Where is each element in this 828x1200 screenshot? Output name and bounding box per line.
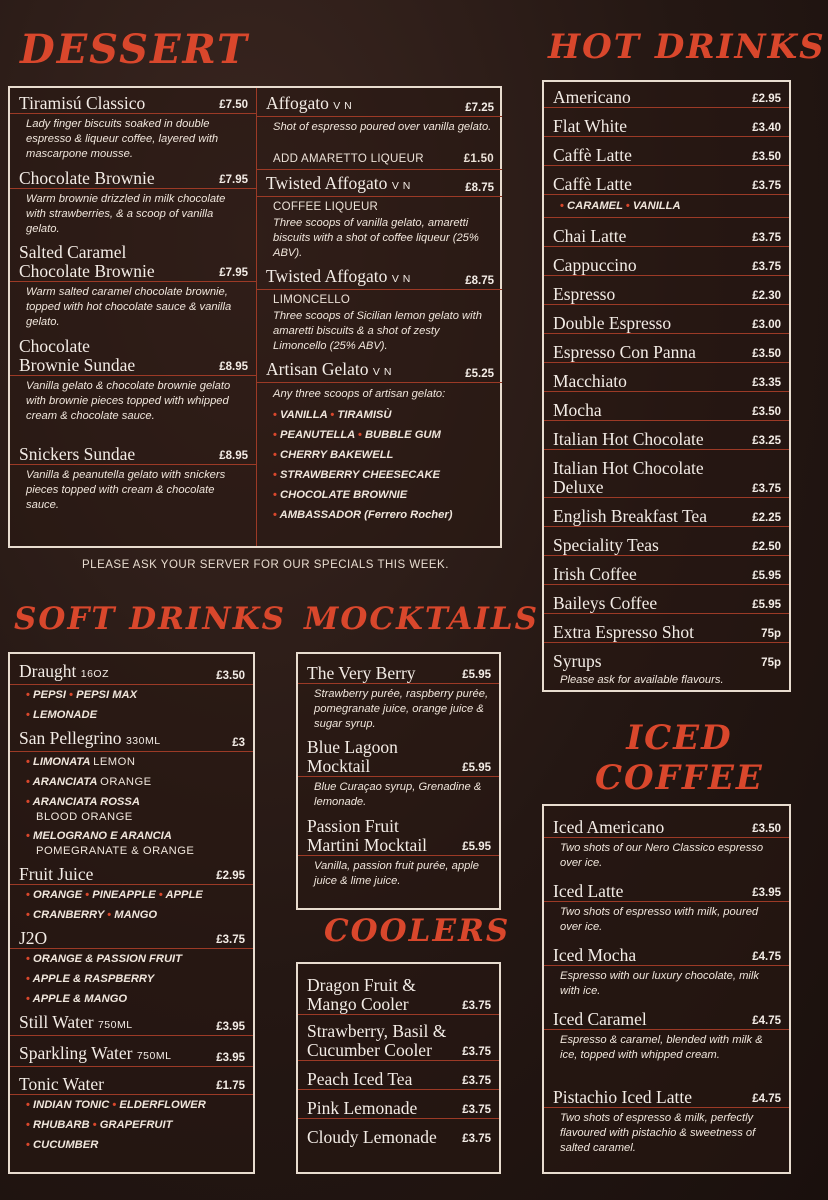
item-size: 750ML [97, 1019, 133, 1031]
menu-item-twisted-affogato-coffee [257, 174, 502, 197]
option: APPLE [165, 889, 203, 901]
item-name-text: Irish Coffee [553, 564, 637, 584]
item-name [307, 817, 427, 855]
item-price: £2.25 [752, 512, 781, 524]
item-name-line1: Salted Caramel [19, 242, 127, 262]
item-name [553, 652, 602, 671]
item-name: Chocolate Brownie [19, 168, 155, 188]
menu-item-dragon-fruit-cooler [298, 976, 499, 1015]
item-name [19, 1013, 133, 1035]
menu-item-affogato [257, 94, 502, 117]
hot-drink-item [544, 256, 789, 276]
item-description: Vanilla & peanutella gelato with snickers pieces topped with cream & chocolate sauce. [26, 469, 226, 511]
item-name-text: Espresso Con Panna [553, 342, 696, 362]
menu-item-very-berry [298, 664, 499, 684]
menu-item-san-pellegrino [10, 729, 253, 752]
item-price: £7.25 [465, 102, 494, 114]
item-name-text: Chai Latte [553, 226, 627, 246]
menu-item-pistachio-iced-latte [544, 1088, 789, 1108]
item-name: Iced Latte [553, 881, 624, 901]
item-name: Peach Iced Tea [307, 1069, 413, 1089]
item-name [553, 88, 631, 107]
option-row: • PEPSI • PEPSI MAX [26, 689, 138, 701]
item-description: Vanilla, passion fruit purée, apple juice & lime juice. [314, 860, 480, 887]
item-name [553, 146, 632, 165]
dietary-tag: V N [372, 366, 392, 378]
item-price: £4.75 [752, 951, 781, 963]
menu-item-cloudy-lemonade [298, 1128, 499, 1147]
coolers-list [298, 964, 499, 1147]
item-name [266, 267, 411, 289]
menu-item-brownie-sundae [10, 337, 256, 376]
item-name-text: Twisted Affogato [266, 173, 388, 193]
option-row: • INDIAN TONIC • ELDERFLOWER [26, 1099, 206, 1111]
item-name [553, 117, 627, 136]
item-name [553, 594, 657, 613]
option-row: • ARANCIATA ROSSA BLOOD ORANGE [10, 792, 253, 824]
item-name: Iced Caramel [553, 1009, 647, 1029]
option-row: • CRANBERRY • MANGO [26, 909, 158, 921]
item-name [19, 243, 155, 281]
item-name: Iced Mocha [553, 945, 637, 965]
item-price: £3.75 [216, 934, 245, 946]
soft-drinks-list [10, 654, 253, 1155]
option-row: • APPLE & RASPBERRY [26, 973, 155, 985]
option-translation: BLOOD ORANGE [36, 811, 133, 823]
item-price: £3 [232, 737, 245, 749]
item-price: £8.75 [465, 275, 494, 287]
hot-drink-item [544, 652, 789, 671]
item-price: £3.75 [462, 1000, 491, 1012]
item-price: £3.40 [752, 122, 781, 134]
item-price: £3.75 [752, 261, 781, 273]
item-description: Shot of espresso poured over vanilla gelato. [273, 121, 492, 133]
item-name-text: Cappuccino [553, 255, 637, 275]
item-name [553, 565, 637, 584]
item-price: £3.95 [216, 1021, 245, 1033]
hot-drink-item [544, 536, 789, 556]
soft-drinks-heading: SOFT DRINKS [14, 601, 287, 637]
hot-drink-item [544, 314, 789, 334]
item-size: 750ML [136, 1050, 172, 1062]
iced-coffee-menu-box [542, 804, 791, 1174]
dietary-tag: V N [333, 100, 353, 112]
item-price: £3.00 [752, 319, 781, 331]
item-name [553, 459, 704, 497]
dessert-menu-box [8, 86, 502, 548]
item-name: Pistachio Iced Latte [553, 1087, 692, 1107]
menu-item-tonic-water [10, 1075, 253, 1095]
hot-drink-item [544, 343, 789, 363]
flavour: PEANUTELLA [280, 429, 355, 441]
item-name [266, 174, 411, 196]
item-name-text: San Pellegrino [19, 728, 122, 748]
item-price: £7.95 [219, 267, 248, 279]
hot-drink-item [544, 117, 789, 137]
item-price: £3.75 [752, 483, 781, 495]
item-name: Cloudy Lemonade [307, 1127, 437, 1147]
item-name [19, 662, 109, 684]
hot-drink-item [544, 372, 789, 392]
coolers-heading: COOLERS [324, 913, 511, 949]
menu-item-iced-caramel [544, 1010, 789, 1030]
coolers-menu-box [296, 962, 501, 1174]
item-name-text: Artisan Gelato [266, 359, 369, 379]
item-name: Snickers Sundae [19, 444, 136, 464]
item-price: £3.75 [462, 1133, 491, 1145]
item-price: £7.50 [219, 99, 248, 111]
item-price: £3.75 [462, 1075, 491, 1087]
item-price: 75p [761, 657, 781, 669]
hot-drink-item [544, 146, 789, 166]
hot-drink-item [544, 175, 789, 195]
item-name [307, 738, 398, 776]
hot-drinks-heading: HOT DRINKS [548, 27, 826, 67]
item-name-text: Syrups [553, 651, 602, 671]
option-row: • ORANGE • PINEAPPLE • APPLE [26, 889, 203, 901]
flavour: CHOCOLATE BROWNIE [280, 489, 408, 501]
mocktails-heading: MOCKTAILS [304, 601, 540, 637]
menu-item-sparkling-water [10, 1044, 253, 1067]
menu-item-draught [10, 662, 253, 685]
option: CRANBERRY [33, 909, 105, 921]
item-variant-label: LIMONCELLO [273, 294, 351, 306]
option: ORANGE & PASSION FRUIT [33, 953, 182, 965]
menu-item-artisan-gelato [257, 360, 502, 383]
iced-coffee-heading-line2: COFFEE [595, 758, 764, 798]
item-name [553, 175, 632, 194]
item-price: £3.50 [752, 406, 781, 418]
menu-item-twisted-affogato-limoncello [257, 267, 502, 290]
gelato-flavour-row: • AMBASSADOR (Ferrero Rocher) [273, 509, 453, 521]
option-row: • ARANCIATA ORANGE [26, 776, 152, 788]
hot-drink-item [544, 459, 789, 498]
item-name-line1: Dragon Fruit & [307, 975, 416, 995]
item-name: Fruit Juice [19, 864, 94, 884]
item-name-text: Draught [19, 661, 77, 681]
item-name-line1: Chocolate [19, 336, 90, 356]
option-row: • ORANGE & PASSION FRUIT [26, 953, 182, 965]
item-description: Vanilla gelato & chocolate brownie gelato with brownie pieces topped with whipped cream & chocolate sauce. [26, 380, 231, 422]
item-name-text: Extra Espresso Shot [553, 622, 694, 642]
item-price: £5.95 [462, 669, 491, 681]
option-translation: ORANGE [100, 776, 152, 788]
iced-coffee-list [544, 806, 789, 1159]
option-row: • LIMONATA LEMON [26, 756, 136, 768]
item-variant-label: COFFEE LIQUEUR [273, 201, 379, 213]
item-name-text: Double Espresso [553, 313, 672, 333]
hot-drink-item [544, 623, 789, 643]
item-name-line2: Deluxe [553, 477, 604, 497]
item-name: Iced Americano [553, 817, 665, 837]
menu-item-strawberry-basil-cooler [298, 1022, 499, 1061]
item-price: £3.50 [752, 823, 781, 835]
item-name-text: Espresso [553, 284, 616, 304]
menu-item-salted-caramel-brownie [10, 243, 256, 282]
item-price: £1.75 [216, 1080, 245, 1092]
item-price: £5.95 [462, 841, 491, 853]
menu-item-iced-mocha [544, 946, 789, 966]
gelato-flavour-row: • PEANUTELLA • BUBBLE GUM [273, 429, 441, 441]
item-price: £3.75 [752, 232, 781, 244]
hot-drinks-list [544, 82, 789, 691]
item-price: £2.30 [752, 290, 781, 302]
item-name [553, 372, 627, 391]
item-name-text: Macchiato [553, 371, 627, 391]
item-name [553, 314, 671, 333]
item-price: £4.75 [752, 1015, 781, 1027]
item-price: £3.50 [216, 670, 245, 682]
item-name-text: Baileys Coffee [553, 593, 658, 613]
option: PINEAPPLE [92, 889, 156, 901]
item-name-line2: Mango Cooler [307, 994, 409, 1014]
option: APPLE & RASPBERRY [32, 973, 155, 985]
item-size: 330ML [125, 735, 161, 747]
item-description: Two shots of espresso & milk, perfectly flavoured with pistachio & sweetness of salted caramel. [560, 1112, 756, 1154]
option: MANGO [114, 909, 158, 921]
item-price: £8.95 [219, 361, 248, 373]
item-name [553, 623, 694, 642]
menu-item-iced-latte [544, 882, 789, 902]
gelato-flavour-row: • CHOCOLATE BROWNIE [273, 489, 408, 501]
item-price: £2.95 [752, 93, 781, 105]
item-description: Espresso with our luxury chocolate, milk with ice. [560, 970, 759, 997]
dessert-left-column [10, 94, 256, 519]
menu-item-still-water [10, 1013, 253, 1036]
iced-coffee-heading-line1: ICED [626, 718, 733, 758]
hot-drink-item [544, 507, 789, 527]
bullet: • [625, 200, 633, 212]
item-description: Two shots of espresso with milk, poured over ice. [560, 906, 759, 933]
item-name-line1: Blue Lagoon [307, 737, 398, 757]
flavour: BUBBLE GUM [364, 429, 441, 441]
item-name [266, 360, 392, 382]
item-name-text: Italian Hot Chocolate [553, 458, 704, 478]
item-size: 16OZ [80, 668, 109, 680]
item-price: £3.95 [752, 887, 781, 899]
option: PEPSI MAX [76, 689, 138, 701]
gelato-flavour-row: • STRAWBERRY CHEESECAKE [273, 469, 440, 481]
item-name-line1: Passion Fruit [307, 816, 399, 836]
menu-item-snickers-sundae [10, 445, 256, 465]
item-price: £4.75 [752, 1093, 781, 1105]
menu-item-j2o [10, 929, 253, 949]
flavour: STRAWBERRY CHEESECAKE [280, 469, 440, 481]
item-price: £7.95 [219, 174, 248, 186]
item-description: Strawberry purée, raspberry purée, pomegranate juice, orange juice & sugar syrup. [314, 688, 489, 730]
item-price: £2.95 [216, 870, 245, 882]
item-name [553, 227, 626, 246]
item-name-text: Sparkling Water [19, 1043, 133, 1063]
flavour: VANILLA [632, 200, 681, 212]
option: RHUBARB [33, 1119, 90, 1131]
item-description: Lady finger biscuits soaked in double espresso & liqueur coffee, layered with mascarpone mousse. [26, 118, 219, 160]
menu-item-pink-lemonade [298, 1099, 499, 1119]
item-name-text: Caffè Latte [553, 145, 632, 165]
item-description: Two shots of our Nero Classico espresso over ice. [560, 842, 764, 869]
item-name: The Very Berry [307, 663, 416, 683]
addon-row [257, 153, 502, 170]
option: PEPSI [33, 689, 66, 701]
item-name-text: Speciality Teas [553, 535, 659, 555]
item-price: £3.50 [752, 348, 781, 360]
item-price: £3.75 [462, 1104, 491, 1116]
item-name [19, 729, 161, 751]
flavour: VANILLA [280, 409, 328, 421]
item-price: £2.50 [752, 541, 781, 553]
item-name-text: Affogato [266, 93, 329, 113]
option: ARANCIATA ROSSA [32, 796, 140, 808]
item-name [553, 507, 707, 526]
item-price: £3.50 [752, 151, 781, 163]
item-price: £5.95 [752, 570, 781, 582]
option-translation: LEMON [93, 756, 136, 768]
item-name: Pink Lemonade [307, 1098, 418, 1118]
addon-label: ADD AMARETTO LIQUEUR [273, 153, 424, 165]
option: MELOGRANO E ARANCIA [33, 830, 172, 842]
item-name [553, 401, 602, 420]
item-name-text: Twisted Affogato [266, 266, 388, 286]
item-name [307, 976, 416, 1014]
gelato-flavour-row: • CHERRY BAKEWELL [273, 449, 394, 461]
option: ORANGE [33, 889, 83, 901]
option-row: • LEMONADE [26, 709, 98, 721]
option-row: • CUCUMBER [26, 1139, 99, 1151]
item-price: £3.75 [752, 180, 781, 192]
item-description: Warm salted caramel chocolate brownie, topped with hot chocolate sauce & vanilla gelato. [26, 286, 232, 328]
item-name-line2: Martini Mocktail [307, 835, 428, 855]
menu-item-passion-fruit-martini [298, 817, 499, 856]
option: ARANCIATA [32, 776, 98, 788]
item-price: £8.75 [465, 182, 494, 194]
option: INDIAN TONIC [33, 1099, 110, 1111]
option: LEMONADE [33, 709, 98, 721]
hot-drink-item [544, 565, 789, 585]
item-price: £3.35 [752, 377, 781, 389]
hot-drink-item [544, 88, 789, 108]
item-name-text: English Breakfast Tea [553, 506, 707, 526]
option: LIMONATA [33, 756, 90, 768]
item-name [19, 1044, 171, 1066]
item-description: Any three scoops of artisan gelato: [273, 388, 446, 400]
item-name-line1: Strawberry, Basil & [307, 1021, 447, 1041]
flavour: CHERRY BAKEWELL [280, 449, 394, 461]
item-description: Three scoops of vanilla gelato, amaretti biscuits with a shot of coffee liqueur (25% ABV). [273, 217, 479, 259]
item-name [307, 1022, 446, 1060]
menu-item-iced-americano [544, 818, 789, 838]
option: GRAPEFRUIT [99, 1119, 173, 1131]
specials-notice: PLEASE ASK YOUR SERVER FOR OUR SPECIALS THIS WEEK. [82, 559, 449, 571]
hot-drink-item [544, 594, 789, 614]
option: CUCUMBER [33, 1139, 99, 1151]
flavour: TIRAMISÙ [337, 409, 392, 421]
flavour: CARAMEL [567, 200, 623, 212]
hot-drink-item [544, 227, 789, 247]
option: ELDERFLOWER [119, 1099, 206, 1111]
item-name-line2: Cucumber Cooler [307, 1040, 432, 1060]
item-price: 75p [761, 628, 781, 640]
item-price: £3.75 [462, 1046, 491, 1058]
item-description: Blue Curaçao syrup, Grenadine & lemonade. [314, 781, 482, 808]
flavour: AMBASSADOR (Ferrero Rocher) [279, 509, 453, 521]
item-name [553, 430, 704, 449]
item-name [19, 337, 135, 375]
hot-drink-item [544, 430, 789, 450]
item-price: £3.95 [216, 1052, 245, 1064]
hot-drinks-menu-box [542, 80, 791, 692]
option: APPLE & MANGO [32, 993, 128, 1005]
item-name [553, 536, 659, 555]
hot-drink-item [544, 285, 789, 305]
item-name: J2O [19, 928, 48, 948]
item-price: £5.95 [462, 762, 491, 774]
option-translation: POMEGRANATE & ORANGE [36, 845, 195, 857]
soft-drinks-menu-box [8, 652, 255, 1174]
addon-price: £1.50 [463, 153, 494, 165]
item-name [553, 256, 637, 275]
dessert-heading: DESSERT [20, 26, 249, 73]
latte-flavour-options [544, 195, 789, 218]
item-name-text: Mocha [553, 400, 602, 420]
gelato-flavour-row: • VANILLA • TIRAMISÙ [273, 409, 392, 421]
item-description: Warm brownie drizzled in milk chocolate with strawberries, & a scoop of vanilla gelato. [26, 193, 226, 235]
item-name [553, 343, 696, 362]
item-price: £5.25 [465, 368, 494, 380]
menu-item-brownie [10, 169, 256, 189]
item-price: £3.25 [752, 435, 781, 447]
mocktails-list [298, 654, 499, 892]
iced-coffee-heading [595, 718, 764, 798]
item-name-text: Americano [553, 87, 631, 107]
dietary-tag: V N [391, 180, 411, 192]
dessert-right-column [257, 94, 502, 525]
menu-item-tiramisu [10, 94, 256, 114]
option-row: • MELOGRANO E ARANCIA POMEGRANATE & ORANGE [10, 824, 253, 861]
hot-drink-item [544, 401, 789, 421]
menu-item-peach-iced-tea [298, 1070, 499, 1090]
mocktails-menu-box [296, 652, 501, 910]
item-name-text: Flat White [553, 116, 628, 136]
menu-item-fruit-juice [10, 865, 253, 885]
item-name-line2: Mocktail [307, 756, 371, 776]
item-name-text: Still Water [19, 1012, 94, 1032]
bullet: • [560, 200, 568, 212]
option-row: • RHUBARB • GRAPEFRUIT [26, 1119, 173, 1131]
item-price: £5.95 [752, 599, 781, 611]
option-row: • APPLE & MANGO [26, 993, 128, 1005]
menu-item-blue-lagoon [298, 738, 499, 777]
syrups-note: Please ask for available flavours. [560, 674, 724, 686]
item-name: Tiramisú Classico [19, 93, 146, 113]
dietary-tag: V N [391, 273, 411, 285]
item-price: £8.95 [219, 450, 248, 462]
item-description: Three scoops of Sicilian lemon gelato with amaretti biscuits & a shot of zesty Limoncello (25% ABV). [273, 310, 482, 352]
item-name-line2: Brownie Sundae [19, 355, 136, 375]
item-description: Espresso & caramel, blended with milk & ice, topped with whipped cream. [560, 1034, 763, 1061]
item-name-text: Caffè Latte [553, 174, 632, 194]
item-name [266, 94, 352, 116]
item-name-text: Italian Hot Chocolate [553, 429, 704, 449]
item-name [553, 285, 615, 304]
item-name-line2: Chocolate Brownie [19, 261, 155, 281]
item-name: Tonic Water [19, 1074, 104, 1094]
